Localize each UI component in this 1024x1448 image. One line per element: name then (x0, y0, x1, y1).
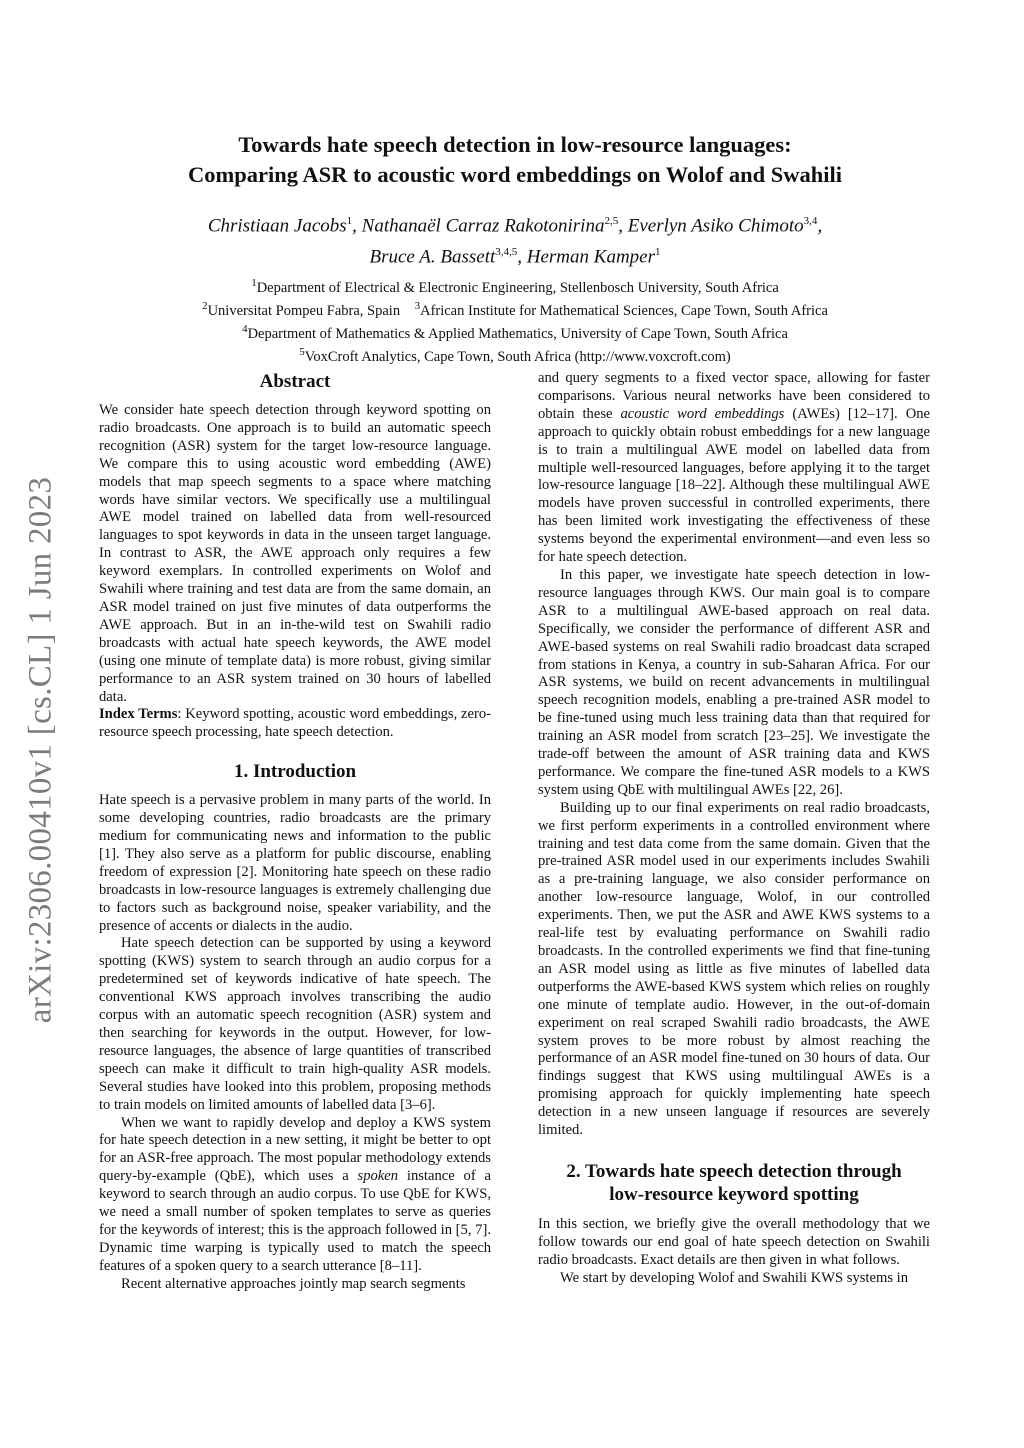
affiliation-line (100, 297, 930, 320)
abstract-heading: Abstract (259, 371, 331, 392)
author-name: Christiaan Jacobs (207, 215, 347, 237)
author-name: Herman Kamper (526, 246, 655, 268)
author-affil-marker: 2,5 (604, 215, 619, 227)
affil-text: Department of Electrical & Electronic Engineering, Stellenbosch University, South Africa (256, 279, 779, 296)
intro-p3-text: instance of a keyword to search through an audio corpus. To use QbE for KWS, we need a small number of spoken templates to serve as queries for the keywords of interest; this is the approach followed in [5, 7]. Dynamic time warping is typically used to match the speech features of a spoken query to a search utterance [8–11]. (99, 1168, 492, 1274)
intro-p4-text: and query segments to a fixed vector space, allowing for faster comparisons. Various neural networks have been considered to obtain these (538, 370, 930, 422)
intro-paragraph-5: In this paper, we investigate hate speech detection in low-resource languages through KWS. Our main goal is to compare ASR to a multilingual AWE-based approach on real data. Specifically, we consider the performance of different ASR and AWE-based systems on real Swahili radio broadcast data scraped from stations in Kenya, a country in sub-Saharan Africa. For our ASR systems, we build on recent advancements in multilingual speech recognition models, enabling a pre-trained ASR model to be fine-tuned using much less training data than that required for training an ASR model from scratch [23–25]. We investigate the trade-off between the amount of ASR training data and KWS performance. We compare the fine-tuned ASR models to a KWS system using QbE with multilingual AWEs [22, 26]. (538, 566, 930, 798)
affil-marker: 5 (299, 346, 305, 359)
author-name: Bruce A. Bassett (369, 246, 496, 268)
abstract-body: We consider hate speech detection through keyword spotting on radio broadcasts. One approach is to build an automatic speech recognition (ASR) system for the target low-resource language. We compare this to using acoustic word embedding (AWE) models that map speech segments to a space where matching words have similar vectors. We specifically use a multilingual AWE model trained on labelled data from well-resourced languages to spot keywords in data in the unseen target language. In contrast to ASR, the AWE approach only requires a few keyword exemplars. In controlled experiments on Wolof and Swahili where training and test data are from the same domain, an ASR model trained on just five minutes of data outperforms the AWE approach. But in an in-the-wild test on Swahili radio broadcasts with actual hate speech keywords, the AWE model (using one minute of template data) is more robust, giving similar performance to an ASR system trained on 30 hours of labelled data. (99, 402, 491, 705)
title-line-1: Towards hate speech detection in low-resource languages: (238, 132, 792, 157)
arxiv-sidebar (18, 450, 64, 1050)
affil-text: Department of Mathematics & Applied Mathematics, University of Cape Town, South Africa (247, 326, 788, 343)
section-2-paragraph-2: We start by developing Wolof and Swahili KWS systems in (560, 1269, 908, 1286)
author-affil-marker: 3,4,5 (495, 246, 518, 259)
affil-marker: 1 (251, 277, 257, 289)
author-line-2: Bruce A. Bassett$^{3,4,5}$, Herman Kamper$^1$ (369, 246, 661, 268)
author-list (100, 208, 930, 271)
section-2-heading (538, 1160, 930, 1206)
intro-paragraph-4-start: Recent alternative approaches jointly map search segments (121, 1275, 466, 1292)
paper-title (100, 130, 930, 190)
affil-marker: 2 (202, 300, 208, 313)
affiliation-line (100, 320, 930, 343)
title-line-2: Comparing ASR to acoustic word embeddings on Wolof and Swahili (187, 162, 843, 187)
intro-p3-text: When we want to rapidly develop and deploy a KWS system for hate speech detection in a new setting, it might be better to opt for an ASR-free approach. The most popular methodology extends query-by-example (QbE), which uses a (99, 1114, 491, 1185)
index-terms-text: : Keyword spotting, acoustic word embeddings, zero-resource speech processing, hate speech detection. (99, 706, 491, 741)
intro-paragraph-1: Hate speech is a pervasive problem in many parts of the world. In some developing countries, radio broadcasts are the primary medium for communicating news and information to the public [1]. They also serve as a platform for public discourse, enabling freedom of expression [2]. Monitoring hate speech on these radio broadcasts in low-resource languages is extremely challenging due to factors such as background noise, speaker variability, and the presence of accents or dialects in the audio. (99, 792, 491, 934)
section-2-paragraph-1: In this section, we briefly give the overall methodology that we follow towards our end goal of hate speech detection on Swahili radio broadcasts. Exact details are then given in what follows. (538, 1215, 930, 1268)
index-terms (99, 706, 491, 742)
section-1-heading: 1. Introduction (233, 761, 357, 783)
affil-text: African Institute for Mathematical Sciences, Cape Town, South Africa (420, 302, 828, 319)
author-affil-marker: 1 (346, 215, 353, 227)
section-2-heading-line-2: low-resource keyword spotting (609, 1183, 859, 1205)
intro-p4-text: (AWEs) [12–17]. One approach to quickly obtain robust embeddings for a new language is to train a multilingual AWE model on labelled data from multiple well-resourced languages, before applying it to the target low-resource language [18–22]. Although these multilingual AWE models have proven successful in controlled experiments, there has been limited work investigating the effectiveness of these systems beyond the experimental environment—and even less so for hate speech detection. (538, 405, 931, 566)
affil-text: Universitat Pompeu Fabra, Spain (207, 302, 401, 319)
intro-paragraph-4-cont (538, 370, 930, 567)
author-name: Nathanaël Carraz Rakotonirina (361, 215, 605, 237)
affiliation-line (100, 343, 930, 366)
arxiv-identifier: arXiv:2306.00410v1 [cs.CL] 1 Jun 2023 (22, 476, 59, 1024)
affil-marker: 4 (242, 323, 248, 336)
affil-text: VoxCroft Analytics, Cape Town, South Africa (http://www.voxcroft.com) (304, 349, 731, 366)
affiliations (100, 274, 930, 367)
affil-marker: 3 (414, 300, 421, 313)
author-affil-marker: 1 (655, 246, 661, 259)
intro-p3-emphasis: spoken (357, 1168, 399, 1185)
author-line-1: Christiaan Jacobs$^1$, Nathanaël Carraz Rakotonirina$^{2,5}$, Everlyn Asiko Chimoto$^{3,4}$, (207, 215, 823, 237)
intro-p4-emphasis: acoustic word embeddings (620, 405, 785, 422)
intro-paragraph-3 (99, 1115, 491, 1276)
left-column (99, 370, 491, 1294)
index-terms-label: Index Terms (99, 706, 178, 723)
section-2-heading-line-1: 2. Towards hate speech detection through (566, 1160, 902, 1182)
affiliation-line (100, 274, 930, 297)
author-affil-marker: 3,4 (803, 215, 818, 227)
intro-paragraph-2: Hate speech detection can be supported by using a keyword spotting (KWS) system to search through an audio corpus for a predetermined set of keywords indicative of hate speech. The conventional KWS approach involves transcribing the audio corpus with an automatic speech recognition (ASR) system and then searching for keywords in the output. However, for low-resource languages, the absence of large quantities of transcribed speech can make it difficult to train high-quality ASR models. Several studies have looked into this problem, proposing methods to train models on limited amounts of labelled data [3–6]. (99, 935, 491, 1113)
right-column (538, 370, 930, 1288)
intro-paragraph-6: Building up to our final experiments on real radio broadcasts, we first perform experiments in a controlled environment where training and test data come from the same domain. Given that the pre-trained ASR model used in our experiments includes Swahili as a pre-training language, we also consider performance on another low-resource language, Wolof, in our controlled experiments. Then, we put the ASR and AWE KWS systems to a real-life test by evaluating performance on Swahili radio broadcasts. In the controlled experiments we find that fine-tuning an ASR model using as little as five minutes of labelled data outperforms the AWE-based KWS system which relies on roughly one minute of template audio. However, in the out-of-domain experiment on real scraped Swahili radio broadcasts, the AWE system proves to be more robust by almost reaching the performance of an ASR model fine-tuned on 30 hours of data. Our findings suggest that KWS using multilingual AWEs is a promising approach for quickly implementing hate speech detection in a new unseen language if resources are severely limited. (538, 799, 930, 1139)
author-name: Everlyn Asiko Chimoto (627, 215, 804, 237)
